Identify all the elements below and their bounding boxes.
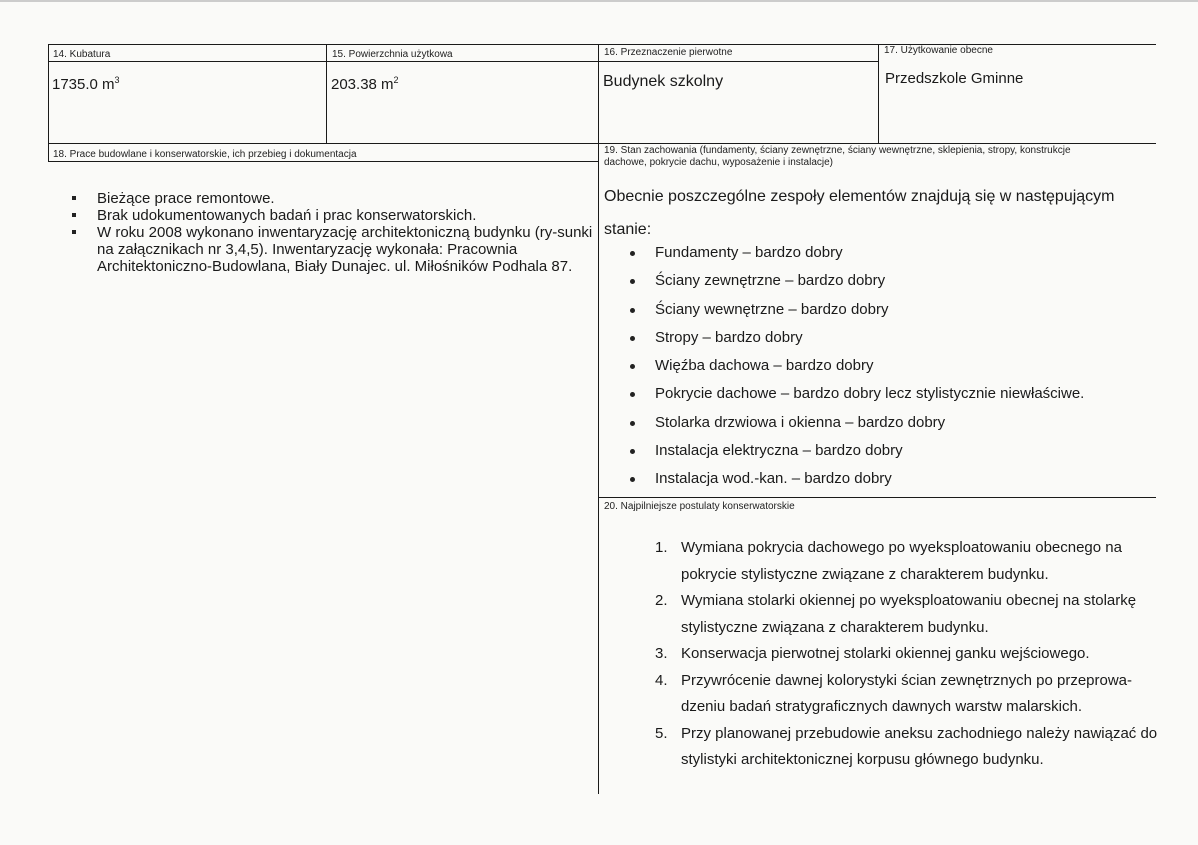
field-16-label: 16. Przeznaczenie pierwotne <box>604 47 733 58</box>
list-item-text: Więźba dachowa – bardzo dobry <box>655 357 874 375</box>
field-14-number: 1735.0 m <box>52 76 115 93</box>
list-item-text: Przywrócenie dawnej kolorystyki ścian zewnętrznych po przeprowa-dzeniu badań stratygraficznych dawnych warstw malarskich. <box>681 671 1133 715</box>
list-item-number: 3. <box>655 645 668 662</box>
section-19-label: 19. Stan zachowania (fundamenty, ściany zewnętrzne, ściany wewnętrzne, sklepienia, stropy, konstrukcje dachowe, pokrycie dachu, wyposażenie i instalacje) <box>604 145 1071 168</box>
list-item <box>604 352 1164 380</box>
field-15-label: 15. Powierzchnia użytkowa <box>332 49 453 60</box>
list-item-text: Stolarka drzwiowa i okienna – bardzo dobry <box>655 413 946 431</box>
section-18-list <box>70 190 595 275</box>
list-item-text: Pokrycie dachowe – bardzo dobry lecz stylistycznie niewłaściwe. <box>655 385 1085 403</box>
bullet-dot-icon <box>630 308 635 313</box>
bullet-square-icon <box>72 213 76 217</box>
list-item-text: Brak udokumentowanych badań i prac konserwatorskich. <box>97 207 477 224</box>
list-item-text: Instalacja wod.-kan. – bardzo dobry <box>655 470 892 488</box>
list-item-text: Przy planowanej przebudowie aneksu zachodniego należy nawiązać do stylistyki architektonicznej korpusu głównego budynku. <box>681 724 1158 768</box>
list-item <box>604 296 1164 324</box>
field-14-unit-exponent: 3 <box>114 75 120 85</box>
list-item-number: 5. <box>655 724 668 742</box>
field-14-value <box>52 76 120 93</box>
list-item-number: 2. <box>655 592 668 609</box>
list-item <box>70 224 595 275</box>
field-16-value: Budynek szkolny <box>603 73 724 90</box>
col-divider-d <box>878 44 879 143</box>
list-item <box>655 668 1160 721</box>
row1-label-rule <box>48 61 878 62</box>
list-item-text: Konserwacja pierwotnej stolarki okiennej ganku wejściowego. <box>681 645 1090 662</box>
row3-top-rule <box>598 497 1156 498</box>
list-item <box>70 207 595 224</box>
page-top-edge <box>0 0 1198 2</box>
bullet-dot-icon <box>630 421 635 426</box>
list-item <box>70 190 595 207</box>
bullet-dot-icon <box>630 336 635 341</box>
section-18-label: 18. Prace budowlane i konserwatorskie, ich przebieg i dokumentacja <box>53 149 357 160</box>
list-item-text: Ściany zewnętrzne – bardzo dobry <box>655 272 886 290</box>
list-item <box>604 465 1164 493</box>
list-item-text: Wymiana stolarki okiennej po wyeksploatowaniu obecnej na stolarkę stylistyczne związana z charakterem budynku. <box>681 592 1137 636</box>
bullet-dot-icon <box>630 449 635 454</box>
section-19-intro: Obecnie poszczególne zespoły elementów znajdują się w następującym stanie: <box>604 188 1115 238</box>
list-item <box>604 409 1164 437</box>
list-item <box>604 324 1164 352</box>
col-divider-c <box>598 44 599 794</box>
bullet-dot-icon <box>630 279 635 284</box>
list-item <box>604 437 1164 465</box>
field-15-unit-exponent: 2 <box>393 75 399 85</box>
list-item-text: Fundamenty – bardzo dobry <box>655 244 843 261</box>
bullet-dot-icon <box>630 392 635 397</box>
field-15-number: 203.38 m <box>331 76 394 93</box>
bullet-dot-icon <box>630 364 635 369</box>
list-item <box>604 267 1164 295</box>
bullet-dot-icon <box>630 251 635 256</box>
bullet-dot-icon <box>630 477 635 482</box>
list-item-text: Stropy – bardzo dobry <box>655 328 803 346</box>
bullet-square-icon <box>72 196 76 200</box>
list-item <box>655 535 1160 588</box>
field-14-label: 14. Kubatura <box>53 49 111 60</box>
col-divider-b <box>326 44 327 143</box>
list-item-number: 4. <box>655 671 668 689</box>
field-15-value <box>331 76 399 93</box>
col-divider-a <box>48 44 49 161</box>
list-item-text: Instalacja elektryczna – bardzo dobry <box>655 442 903 460</box>
row2-label-rule-left <box>48 161 598 162</box>
section-20-list <box>655 535 1160 774</box>
section-19-list <box>604 239 1164 494</box>
list-item <box>655 641 1160 668</box>
list-item-text: Ściany wewnętrzne – bardzo dobry <box>655 300 889 318</box>
list-item-text: W roku 2008 wykonano inwentaryzację architektoniczną budynku (ry-sunki na załącznikach nr 3,4,5). Inwentaryzację wykonała: Pracownia Architektoniczno-Budowlana, Biały Dunajec. ul. Miłośników Podhala 87. <box>97 224 593 275</box>
list-item <box>655 721 1160 774</box>
list-item <box>655 588 1160 641</box>
list-item <box>604 239 1164 267</box>
field-17-label: 17. Użytkowanie obecne <box>884 45 993 56</box>
list-item-text: Wymiana pokrycia dachowego po wyeksploatowaniu obecnego na pokrycie stylistyczne związane z charakterem budynku. <box>681 539 1122 583</box>
bullet-square-icon <box>72 230 76 234</box>
list-item-text: Bieżące prace remontowe. <box>97 190 275 207</box>
row1-bottom-rule <box>48 143 1156 144</box>
field-17-value: Przedszkole Gminne <box>885 70 1024 87</box>
section-20-label: 20. Najpilniejsze postulaty konserwatorskie <box>604 501 795 512</box>
list-item-number: 1. <box>655 539 668 556</box>
list-item <box>604 380 1164 408</box>
